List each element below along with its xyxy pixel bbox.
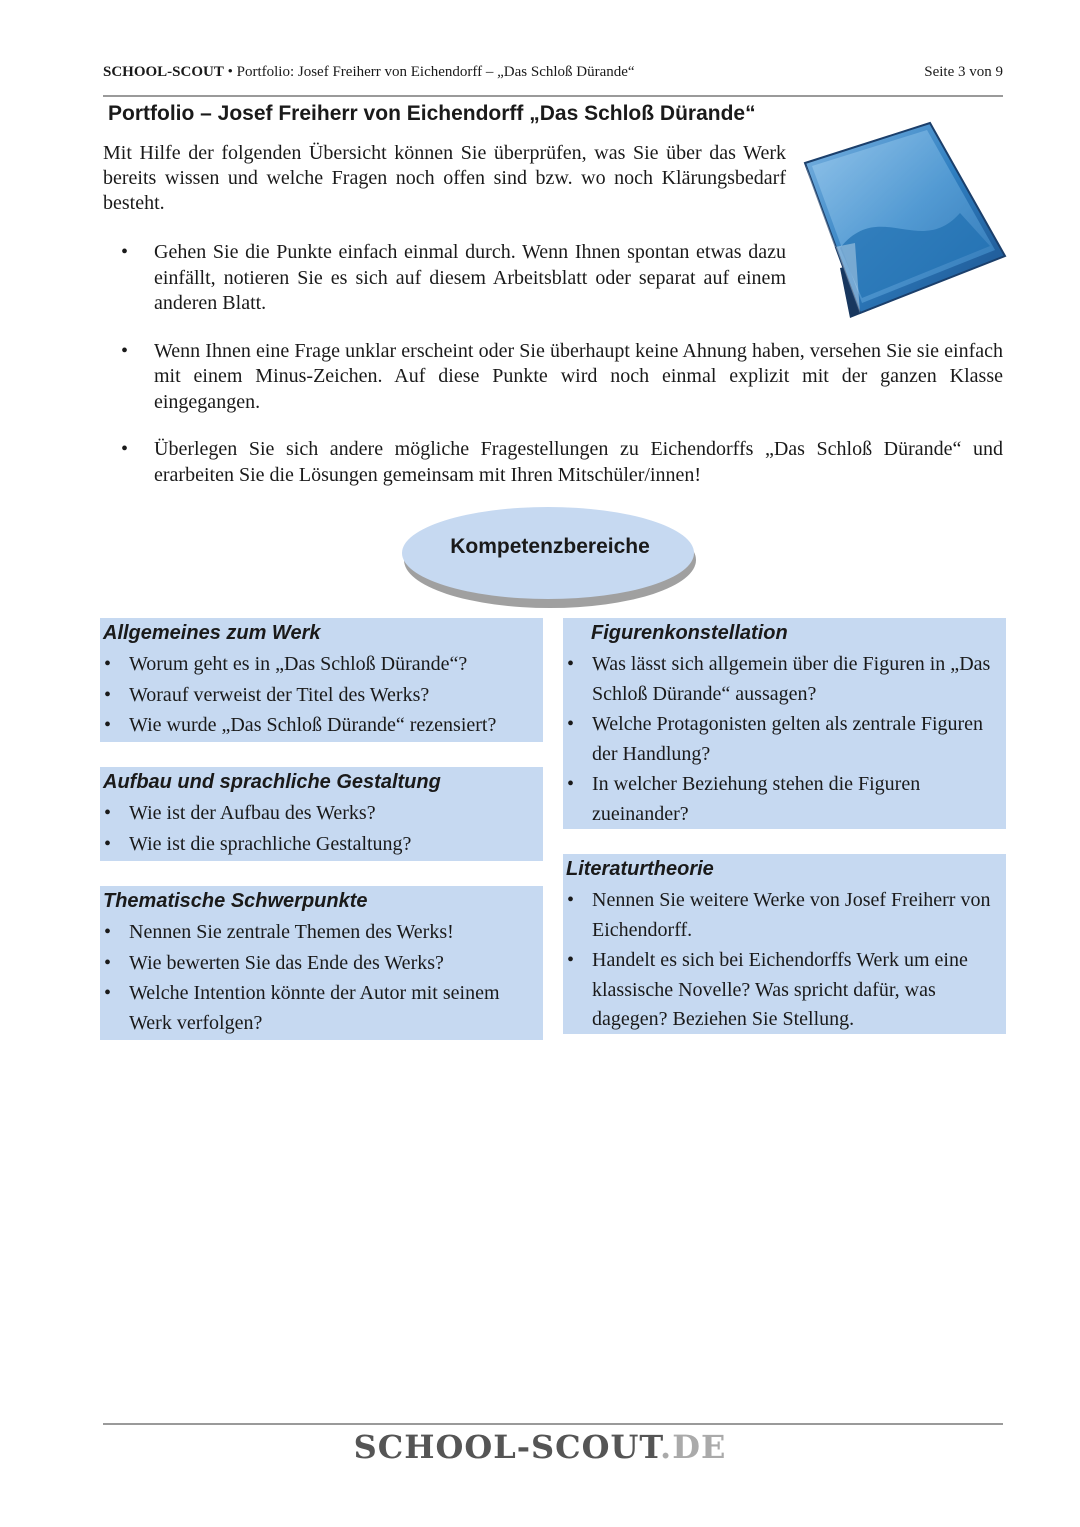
instruction-item: • Wenn Ihnen eine Frage unklar erscheint oder Sie überhaupt keine Ahnung haben, versehen Sie sie einfach mit einem Minus-Zeichen. Auf diese Punkte wird noch einmal explizit mit der ganzen Klasse eingegangen.	[121, 339, 1003, 413]
list-item: • Wie wurde „Das Schloß Dürande“ rezensiert?	[100, 711, 543, 741]
footer-logo	[0, 1428, 1080, 1466]
header-brand: SCHOOL-SCOUT	[103, 64, 224, 80]
box-literatur	[563, 854, 1006, 1034]
box-title: Aufbau und sprachliche Gestaltung	[103, 771, 441, 793]
box-list	[100, 918, 543, 1038]
page-header	[103, 64, 1003, 86]
ellipse-label: Kompetenzbereiche	[450, 535, 650, 558]
list-item: • Wie bewerten Sie das Ende des Werks?	[100, 949, 543, 979]
footer-divider	[103, 1423, 1003, 1425]
competence-ellipse	[400, 505, 700, 615]
list-item: • Handelt es sich bei Eichendorffs Werk um eine klassische Novelle? Was spricht dafür, was dagegen? Beziehen Sie Stellung.	[563, 946, 1006, 1035]
list-item: • Nennen Sie weitere Werke von Josef Freiherr von Eichendorff.	[563, 886, 1006, 945]
page-number: Seite 3 von 9	[924, 64, 1003, 80]
box-figuren	[563, 618, 1006, 829]
bullet-icon: •	[121, 241, 129, 263]
list-item: • Welche Protagonisten gelten als zentrale Figuren der Handlung?	[563, 710, 1006, 769]
page-title: Portfolio – Josef Freiherr von Eichendorff „Das Schloß Dürande“	[108, 102, 756, 125]
instruction-list	[103, 240, 1003, 488]
footer-logo-suffix: .DE	[660, 1428, 727, 1466]
list-item: • Nennen Sie zentrale Themen des Werks!	[100, 918, 543, 948]
intro-paragraph: Mit Hilfe der folgenden Übersicht können Sie überprüfen, was Sie über das Werk bereits wissen und welche Fragen noch offen sind bzw. wo noch Klärungsbedarf besteht.	[103, 142, 786, 214]
box-thematisch	[100, 886, 543, 1040]
box-title: Literaturtheorie	[566, 858, 714, 880]
box-list	[563, 650, 1006, 829]
instruction-item: • Gehen Sie die Punkte einfach einmal durch. Wenn Ihnen spontan etwas dazu einfällt, notieren Sie es sich auf diesem Arbeitsblatt oder separat auf einem anderen Blatt.	[121, 241, 786, 314]
header-separator: •	[223, 64, 237, 80]
footer-logo-main: SCHOOL-SCOUT	[353, 1428, 661, 1466]
list-item: • Wie ist die sprachliche Gestaltung?	[100, 830, 543, 860]
list-item: • Worum geht es in „Das Schloß Dürande“?	[100, 650, 543, 680]
box-aufbau	[100, 767, 543, 861]
bullet-icon: •	[121, 339, 129, 362]
box-allgemeines	[100, 618, 543, 742]
ellipse-shape	[400, 505, 700, 615]
list-item: • Wie ist der Aufbau des Werks?	[100, 799, 543, 829]
box-list	[100, 650, 543, 741]
box-list	[563, 886, 1006, 1035]
list-item: • Worauf verweist der Titel des Werks?	[100, 681, 543, 711]
box-title: Allgemeines zum Werk	[103, 622, 321, 644]
bullet-icon: •	[121, 438, 129, 460]
header-subtitle: Portfolio: Josef Freiherr von Eichendorff – „Das Schloß Dürande“	[236, 64, 635, 80]
list-item: • Welche Intention könnte der Autor mit seinem Werk verfolgen?	[100, 979, 543, 1038]
box-title: Thematische Schwerpunkte	[103, 890, 368, 912]
list-item: • In welcher Beziehung stehen die Figuren zueinander?	[563, 770, 1006, 829]
list-item: • Was lässt sich allgemein über die Figuren in „Das Schloß Dürande“ aussagen?	[563, 650, 1006, 709]
header-divider	[103, 95, 1003, 97]
box-title: Figurenkonstellation	[591, 622, 788, 644]
box-list	[100, 799, 543, 859]
instruction-item: • Überlegen Sie sich andere mögliche Fragestellungen zu Eichendorffs „Das Schloß Dürande“ und erarbeiten Sie die Lösungen gemeinsam mit Ihren Mitschüler/innen!	[121, 438, 1003, 486]
